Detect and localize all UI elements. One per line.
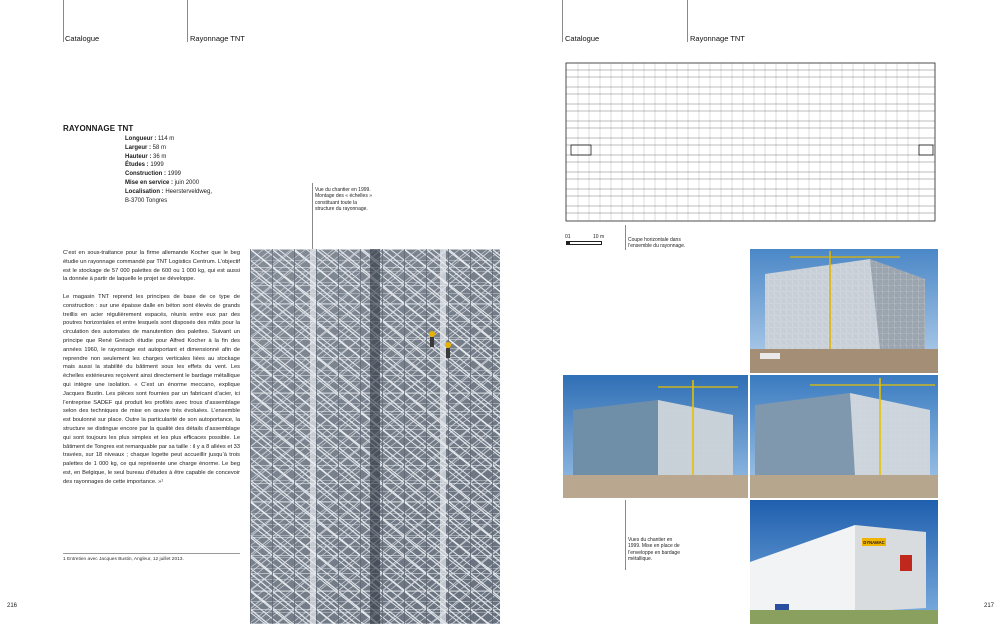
- plan-caption: Coupe horizontale dans l’ensemble du rayonnage.: [628, 237, 686, 250]
- header-divider: [562, 0, 563, 42]
- construction-photo-2: [563, 375, 748, 498]
- caption-rule: [625, 500, 626, 570]
- page-number: 217: [984, 603, 995, 609]
- header-divider: [687, 0, 688, 42]
- spec-row: Largeur : 58 m: [125, 144, 167, 151]
- finished-building-photo: [750, 500, 938, 624]
- photo-caption: Vue du chantier en 1999. Montage des « échelles » constituant toute la structure du rayonnage.: [315, 187, 372, 213]
- spec-row: Hauteur : 36 m: [125, 153, 167, 160]
- scale-bar: [566, 241, 602, 245]
- spec-row: Construction : 1999: [125, 171, 182, 178]
- construction-photo-1: [750, 249, 938, 373]
- photo-caption: Vues du chantier en 1999. Mise en place de l’enveloppe en bardage métallique.: [628, 537, 680, 563]
- header-section: Catalogue: [65, 34, 100, 43]
- header-divider: [63, 0, 64, 42]
- header-subject: Rayonnage TNT: [190, 34, 245, 43]
- body-paragraph: C’est en sous-traitance pour la firme allemande Kocher que le beg étudie un rayonnage commandé par TNT Logistics Centrum. L’objectif est le stockage de 57 000 palettes de 600 ou 1 000 kg, qui est aussi la donnée à partir de laquelle le projet se développe.: [63, 250, 240, 283]
- construction-photo-3: [750, 375, 938, 498]
- caption-rule: [312, 183, 313, 249]
- spec-row: Localisation : Heersterveldweg,: [125, 188, 213, 195]
- spec-row: Études : 1999: [125, 162, 164, 169]
- spec-row: Longueur : 114 m: [125, 136, 175, 142]
- spec-row: Mise en service : juin 2000: [125, 179, 200, 186]
- header-subject: Rayonnage TNT: [690, 34, 745, 43]
- footnote: 1 Entretien avec Jacques Bustin, Angleur, 12 juillet 2013.: [63, 557, 184, 562]
- header-section: Catalogue: [565, 34, 600, 43]
- caption-rule: [625, 225, 626, 250]
- header-divider: [187, 0, 188, 42]
- page-title: RAYONNAGE TNT: [63, 124, 134, 133]
- floor-plan-drawing: [563, 60, 938, 225]
- spec-list: [125, 135, 235, 205]
- spec-row: B-3700 Tongres: [125, 197, 168, 204]
- scale-zero: 01: [565, 234, 571, 240]
- rack-lattice-photo: [250, 249, 500, 624]
- page-number: 216: [7, 603, 18, 609]
- footnote-rule: [63, 553, 240, 554]
- scale-ten: 10 m: [593, 234, 605, 240]
- body-paragraph: Le magasin TNT reprend les principes de base de ce type de construction : sur une épaisse dalle en béton sont élevés de grands treillis en acier régulièrement espacés, réunis entre eux par des poutres horizontales et entre lesquels sont disposés des mâts pour la circulation des automates de manutention des palettes. Suivant un principe que René Greisch étudie pour Alfred Kocher à la fin des années 1960, le rayonnage est autoportant et dimensionné afin de reprendre non seulement les charges verticales liées au stockage mais aussi la stabilité du bâtiment sous les effets du vent. Les échelles extérieures reçoivent ainsi directement le bardage métallique qui intègre une isolation. « C’est un énorme meccano, explique Jacques Bustin. Les pièces sont fournies par un fabricant d’acier, ici l’entreprise SADEF qui produit les profilés avec trous d’assemblage selon des techniques de mise en œuvre très évoluées. L’ensemble est boulonné sur place. Outre la particularité de son autoportance, la structure se distingue encore par la qualité des détails d’assemblage qui sont toujours les plus simples et les plus efficaces possible. Le bâtiment de Tongres est remarquable par sa taille : il y a 8 allées et 33 travées, sur 18 niveaux ; chaque logette peut accueillir jusqu’à trois palettes de 1 000 kg, ce qui représente une charge énorme. Le beg est, en Belgique, le seul bureau d’études à être capable de concevoir des rayonnages de cette importance. »¹: [63, 294, 240, 485]
- building-sign: DYNAMAC: [863, 540, 885, 545]
